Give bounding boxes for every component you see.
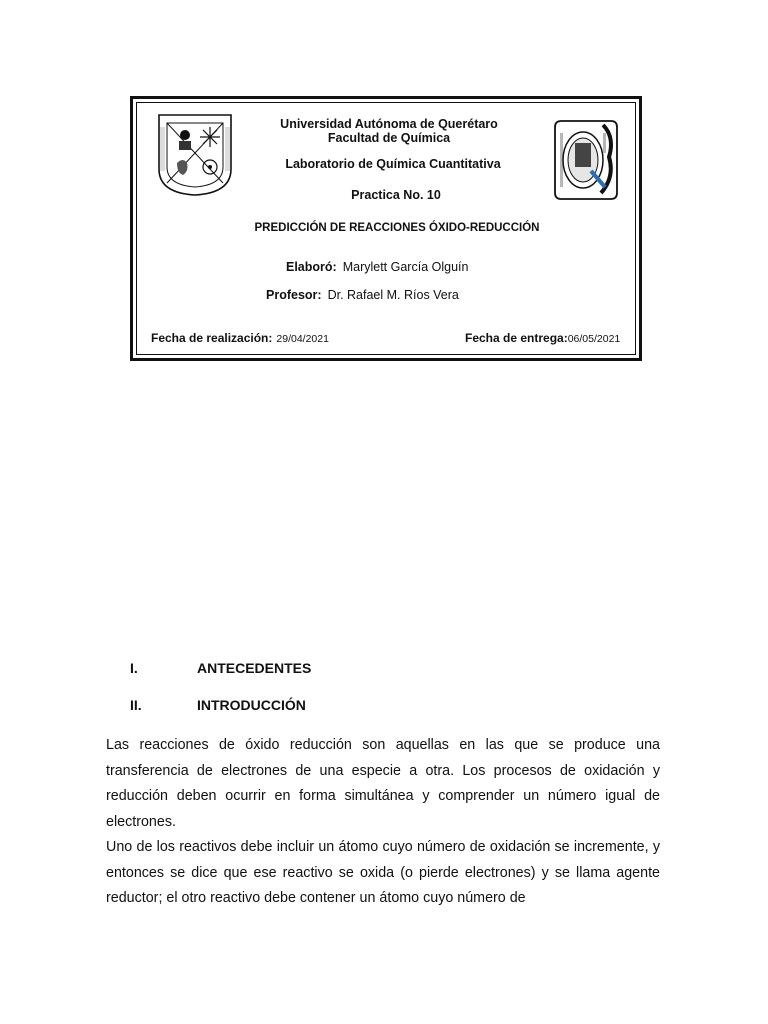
practice-title: PREDICCIÓN DE REACCIONES ÓXIDO-REDUCCIÓN xyxy=(254,222,540,234)
section-number: I. xyxy=(130,660,138,676)
paragraph-2: Uno de los reactivos debe incluir un átomo cuyo número de oxidación se incremente, y entonces se dice que ese reactivo se oxida (o pierde electrones) y se llama agente reductor; el otro reactivo debe contener un átomo cuyo número de xyxy=(106,839,660,906)
delivery-date-label: Fecha de entrega: xyxy=(465,331,568,345)
realization-date-value: 29/04/2021 xyxy=(276,333,329,345)
section-antecedentes xyxy=(130,660,311,676)
section-title: ANTECEDENTES xyxy=(197,660,312,676)
cover-header-box xyxy=(130,96,642,361)
faculty-name: Facultad de Química xyxy=(327,131,451,145)
author-line xyxy=(286,260,468,274)
realization-date-label: Fecha de realización: xyxy=(151,331,273,345)
practice-number: Practica No. 10 xyxy=(351,188,441,202)
professor-label: Profesor: xyxy=(266,288,322,302)
author-value: Marylett García Olguín xyxy=(342,260,469,274)
professor-value: Dr. Rafael M. Ríos Vera xyxy=(327,288,459,302)
delivery-date-line xyxy=(465,331,620,345)
university-name: Universidad Autónoma de Querétaro xyxy=(280,117,498,131)
paragraph-1: Las reacciones de óxido reducción son aquellas en las que se produce una transferencia de electrones de una especie a otra. Los procesos de oxidación y reducción deben ocurrir en forma simultánea y comprender un número igual de electrones. xyxy=(106,737,660,830)
delivery-date-value: 06/05/2021 xyxy=(567,333,621,345)
section-number: II. xyxy=(130,697,142,713)
professor-line xyxy=(266,288,459,302)
realization-date-line xyxy=(151,331,329,345)
section-introduccion xyxy=(130,697,306,713)
section-title: INTRODUCCIÓN xyxy=(197,697,306,713)
faculty-of-chemistry-logo-icon xyxy=(551,117,621,203)
introduction-body xyxy=(106,733,660,912)
lab-name: Laboratorio de Química Cuantitativa xyxy=(285,157,501,171)
author-label: Elaboró: xyxy=(286,260,337,274)
